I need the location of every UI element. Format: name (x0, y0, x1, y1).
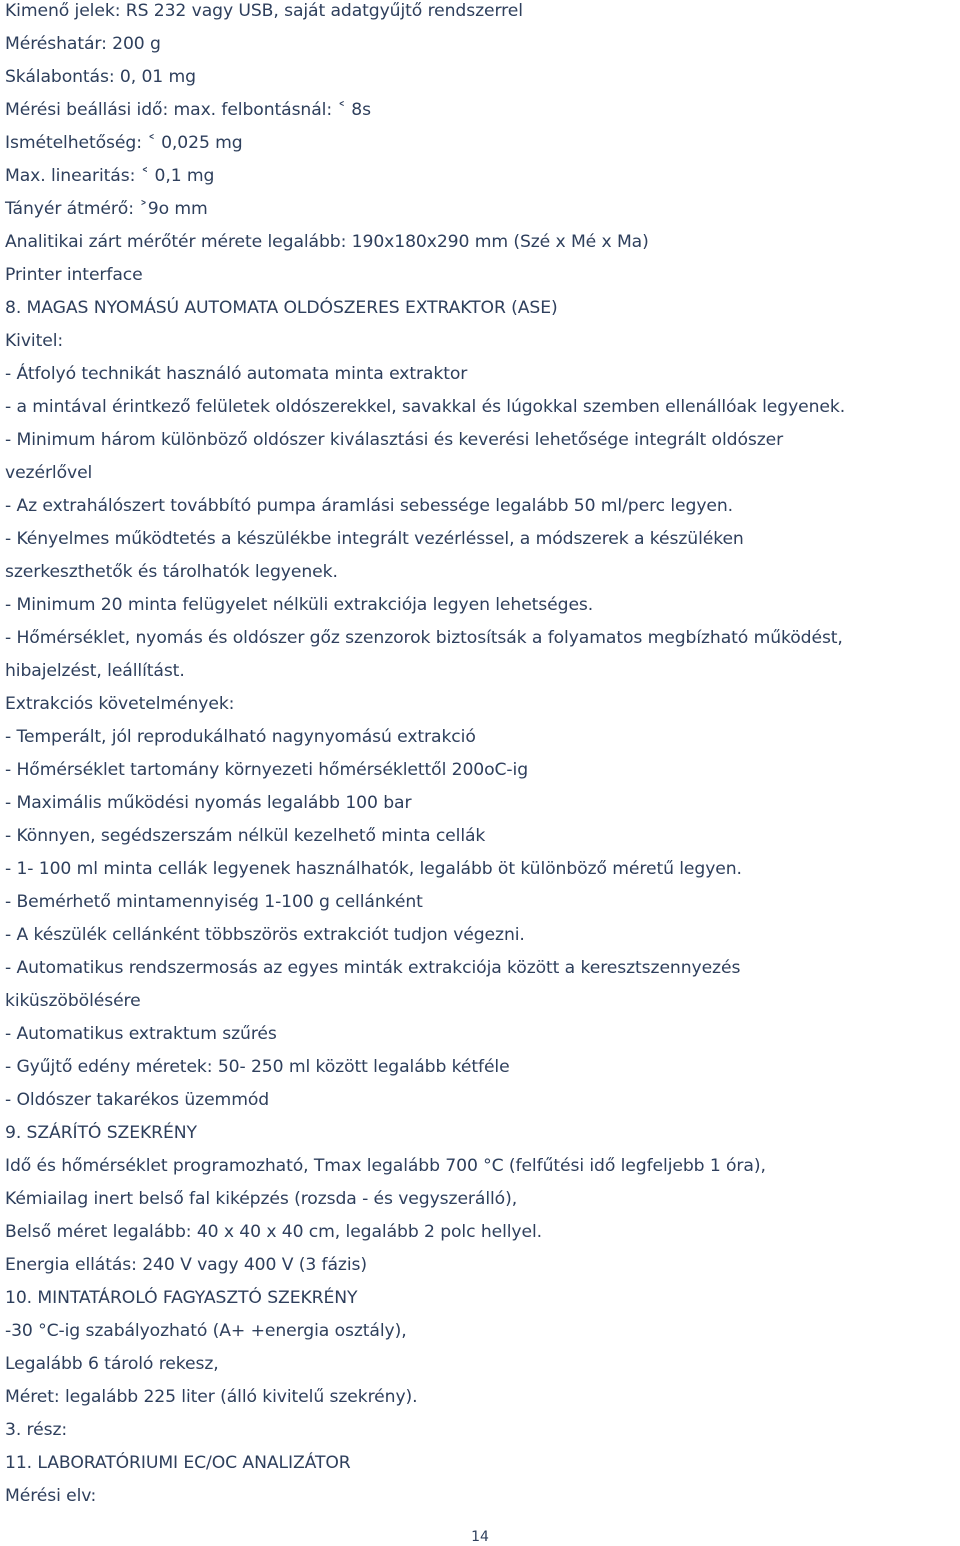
list-item: - Temperált, jól reprodukálható nagynyomású extrakció (5, 727, 476, 747)
section-heading: 9. SZÁRÍTÓ SZEKRÉNY (5, 1123, 197, 1143)
text-line: Energia ellátás: 240 V vagy 400 V (3 fázis) (5, 1255, 367, 1275)
text-line: Kémiailag inert belső fal kiképzés (rozsda - és vegyszerálló), (5, 1189, 518, 1209)
text-line: vezérlővel (5, 463, 93, 483)
section-heading: 11. LABORATÓRIUMI EC/OC ANALIZÁTOR (5, 1453, 351, 1473)
section-heading: 8. MAGAS NYOMÁSÚ AUTOMATA OLDÓSZERES EXTRAKTOR (ASE) (5, 298, 558, 318)
text-line: Idő és hőmérséklet programozható, Tmax legalább 700 °C (felfűtési idő legfeljebb 1 óra), (5, 1156, 766, 1176)
list-item: - Hőmérséklet tartomány környezeti hőmérséklettől 200oC-ig (5, 760, 529, 780)
list-item: - Minimum három különböző oldószer kiválasztási és keverési lehetősége integrált oldószer (5, 430, 784, 450)
list-item: - a mintával érintkező felületek oldószerekkel, savakkal és lúgokkal szemben ellenállóak legyenek. (5, 397, 846, 417)
text-line: Mérési elv: (5, 1486, 97, 1506)
list-item: - Könnyen, segédszerszám nélkül kezelhető minta cellák (5, 826, 486, 846)
text-line: kiküszöbölésére (5, 991, 141, 1011)
text-line: Legalább 6 tároló rekesz, (5, 1354, 219, 1374)
section-heading: 10. MINTATÁROLÓ FAGYASZTÓ SZEKRÉNY (5, 1288, 358, 1308)
text-line: Kivitel: (5, 331, 64, 351)
text-line: Max. linearitás: ˂ 0,1 mg (5, 166, 215, 186)
text-line: szerkeszthetők és tárolhatók legyenek. (5, 562, 338, 582)
text-line: Tányér átmérő: ˃9o mm (5, 199, 208, 219)
list-item: - Hőmérséklet, nyomás és oldószer gőz szenzorok biztosítsák a folyamatos megbízható működést, (5, 628, 843, 648)
list-item: - Az extrahálószert továbbító pumpa áramlási sebessége legalább 50 ml/perc legyen. (5, 496, 734, 516)
text-line: -30 °C-ig szabályozható (A+ +energia osztály), (5, 1321, 407, 1341)
page-number: 14 (471, 1529, 489, 1545)
list-item: - Oldószer takarékos üzemmód (5, 1090, 270, 1110)
text-line: Méréshatár: 200 g (5, 34, 161, 54)
text-line: Belső méret legalább: 40 x 40 x 40 cm, legalább 2 polc hellyel. (5, 1222, 543, 1242)
list-item: - Kényelmes működtetés a készülékbe integrált vezérléssel, a módszerek a készüléken (5, 529, 744, 549)
list-item: - Maximális működési nyomás legalább 100 bar (5, 793, 412, 813)
text-line: Kimenő jelek: RS 232 vagy USB, saját adatgyűjtő rendszerrel (5, 1, 523, 21)
list-item: - Bemérhető mintamennyiség 1-100 g cellánként (5, 892, 423, 912)
text-line: Printer interface (5, 265, 143, 285)
list-item: - Minimum 20 minta felügyelet nélküli extrakciója legyen lehetséges. (5, 595, 594, 615)
text-line: Mérési beállási idő: max. felbontásnál: ˂ 8s (5, 100, 371, 120)
list-item: - Automatikus extraktum szűrés (5, 1024, 277, 1044)
list-item: - Átfolyó technikát használó automata minta extraktor (5, 364, 468, 384)
text-line: Méret: legalább 225 liter (álló kivitelű szekrény). (5, 1387, 418, 1407)
list-item: - A készülék cellánként többszörös extrakciót tudjon végezni. (5, 925, 525, 945)
part-label: 3. rész: (5, 1420, 68, 1440)
text-line: Analitikai zárt mérőtér mérete legalább: 190x180x290 mm (Szé x Mé x Ma) (5, 232, 649, 252)
subsection-label: Extrakciós követelmények: (5, 694, 235, 714)
text-line: Skálabontás: 0, 01 mg (5, 67, 196, 87)
document-body (5, 0, 957, 1513)
text-line: hibajelzést, leállítást. (5, 661, 185, 681)
text-line: Ismételhetőség: ˂ 0,025 mg (5, 133, 243, 153)
list-item: - Automatikus rendszermosás az egyes minták extrakciója között a keresztszennyezés (5, 958, 741, 978)
list-item: - 1- 100 ml minta cellák legyenek használhatók, legalább öt különböző méretű legyen. (5, 859, 742, 879)
list-item: - Gyűjtő edény méretek: 50- 250 ml között legalább kétféle (5, 1057, 510, 1077)
